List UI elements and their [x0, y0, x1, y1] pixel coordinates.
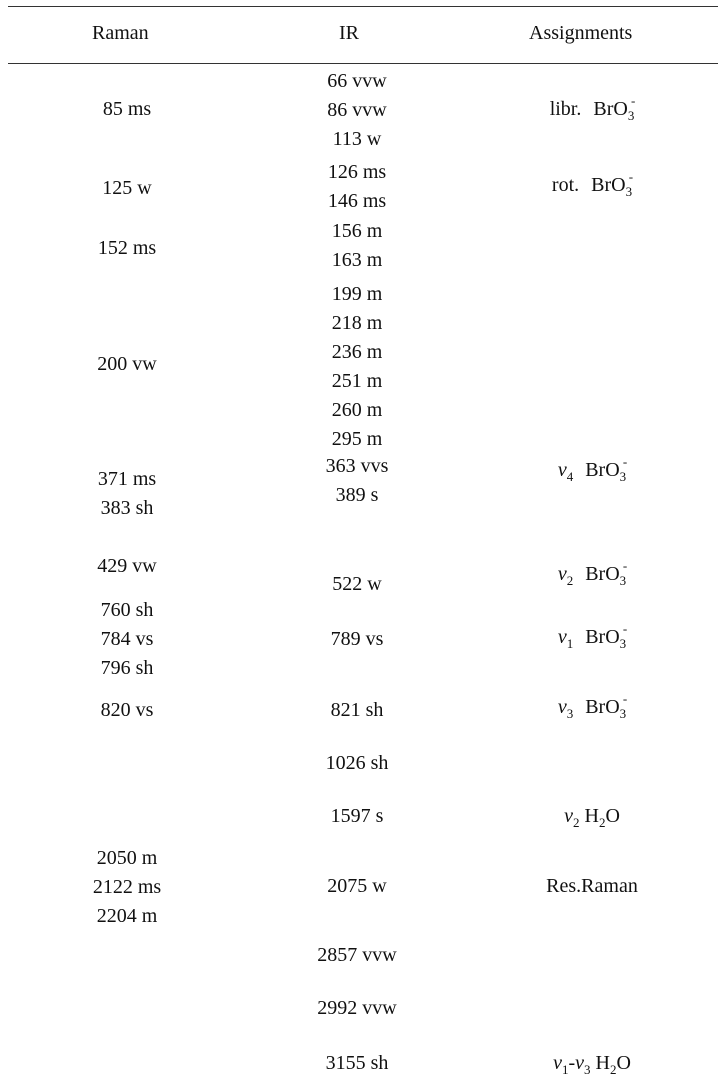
- raman-value: 2204 m: [96, 905, 158, 927]
- ir-cell: [262, 696, 452, 725]
- raman-value: 383 sh: [100, 497, 154, 519]
- ir-cell: [262, 872, 452, 901]
- assignment-cell: [492, 95, 692, 125]
- assignment-cell: [492, 872, 692, 901]
- raman-value: 760 sh: [100, 599, 154, 621]
- ir-cell: [262, 625, 452, 654]
- header-rule: [8, 63, 718, 64]
- raman-cell: [37, 95, 217, 124]
- bromate-ion: BrO$_3$ -: [585, 621, 628, 651]
- ir-cell: [262, 158, 452, 216]
- nu-symbol: ν: [557, 696, 567, 718]
- ir-cell: [262, 67, 452, 154]
- assignment-cell: $\nu_2$ $H_2O$: [564, 805, 620, 830]
- ir-value: 363 vvs: [325, 455, 389, 477]
- raman-cell: [37, 844, 217, 931]
- ir-value: 66 vvw: [327, 70, 387, 92]
- raman-value: 125 w: [102, 177, 152, 199]
- water-formula: $H_2O$: [595, 1052, 631, 1077]
- raman-cell: [37, 465, 217, 523]
- ir-value: 2857 vvw: [317, 944, 397, 966]
- ir-value: 251 m: [331, 370, 383, 392]
- raman-cell: [37, 174, 217, 203]
- ir-value: 2992 vvw: [317, 997, 397, 1019]
- ir-value: 163 m: [331, 249, 383, 271]
- raman-value: 2050 m: [96, 847, 158, 869]
- bromate-ion: BrO$_3$ -: [585, 454, 628, 484]
- raman-value: 2122 ms: [92, 876, 162, 898]
- assignment-prefix: libr.: [549, 98, 582, 120]
- nu-symbol: ν: [557, 459, 567, 481]
- ir-value: 295 m: [331, 428, 383, 450]
- nu-symbol: ν: [553, 1052, 562, 1074]
- raman-value: 429 vw: [97, 555, 157, 577]
- raman-value: 85 ms: [102, 98, 152, 120]
- water-formula: $H_2O$: [584, 805, 620, 830]
- ir-cell: [262, 994, 452, 1023]
- header-raman: Raman: [92, 22, 149, 44]
- ir-cell: [262, 570, 452, 599]
- raman-cell: [37, 552, 217, 581]
- raman-value: 796 sh: [100, 657, 154, 679]
- raman-value: 200 vw: [97, 353, 157, 375]
- raman-cell: [37, 350, 217, 379]
- ir-value: 156 m: [331, 220, 383, 242]
- bromate-ion: BrO$_3$ -: [585, 558, 628, 588]
- nu-symbol: ν: [557, 626, 567, 648]
- bromate-ion: BrO$_3$ -: [593, 93, 636, 123]
- ir-value: 218 m: [331, 312, 383, 334]
- ir-cell: [262, 1049, 452, 1078]
- assignment-prefix: rot.: [551, 174, 580, 196]
- ir-value: 522 w: [332, 573, 382, 595]
- raman-value: 371 ms: [97, 468, 157, 490]
- ir-value: 389 s: [335, 484, 379, 506]
- ir-value: 1597 s: [330, 805, 384, 827]
- ir-value: 86 vvw: [327, 99, 387, 121]
- assignment-cell: $\nu_2$ BrO$_3$ -: [557, 558, 628, 588]
- nu-symbol: ν: [557, 563, 567, 585]
- raman-value: 152 ms: [97, 237, 157, 259]
- header-ir: IR: [339, 22, 359, 44]
- ir-value: 2075 w: [327, 875, 387, 897]
- ir-cell: [262, 452, 452, 510]
- ir-cell: [262, 217, 452, 275]
- raman-cell: [37, 234, 217, 263]
- assignment-text: Res.Raman: [546, 875, 638, 897]
- ir-value: 113 w: [332, 128, 382, 150]
- assignment-cell: $\nu_1-\nu_3$ $H_2O$: [553, 1052, 631, 1077]
- raman-cell: [37, 596, 217, 683]
- ir-cell: [262, 280, 452, 454]
- ir-cell: [262, 749, 452, 778]
- raman-value: 820 vs: [100, 699, 154, 721]
- ir-value: 3155 sh: [325, 1052, 389, 1074]
- nu-symbol: ν: [575, 1052, 585, 1074]
- ir-value: 126 ms: [327, 161, 387, 183]
- header-assignments: Assignments: [529, 22, 633, 44]
- nu-symbol: ν: [564, 805, 573, 827]
- ir-value: 236 m: [331, 341, 383, 363]
- ir-cell: [262, 802, 452, 831]
- ir-value: 260 m: [331, 399, 383, 421]
- ir-value: 199 m: [331, 283, 383, 305]
- ir-cell: [262, 941, 452, 970]
- ir-value: 146 ms: [327, 190, 387, 212]
- assignment-cell: [492, 171, 692, 201]
- table-top-rule: [8, 6, 718, 7]
- ir-value: 821 sh: [330, 699, 384, 721]
- assignment-cell: $\nu_1$ BrO$_3$ -: [557, 621, 628, 651]
- raman-cell: [37, 696, 217, 725]
- bromate-ion: BrO$_3$ -: [591, 169, 634, 199]
- ir-value: 789 vs: [330, 628, 384, 650]
- ir-value: 1026 sh: [325, 752, 389, 774]
- assignment-cell: $\nu_4$ BrO$_3$ -: [557, 454, 628, 484]
- assignment-cell: $\nu_3$ BrO$_3$ -: [557, 691, 628, 721]
- raman-value: 784 vs: [100, 628, 154, 650]
- bromate-ion: BrO$_3$ -: [585, 691, 628, 721]
